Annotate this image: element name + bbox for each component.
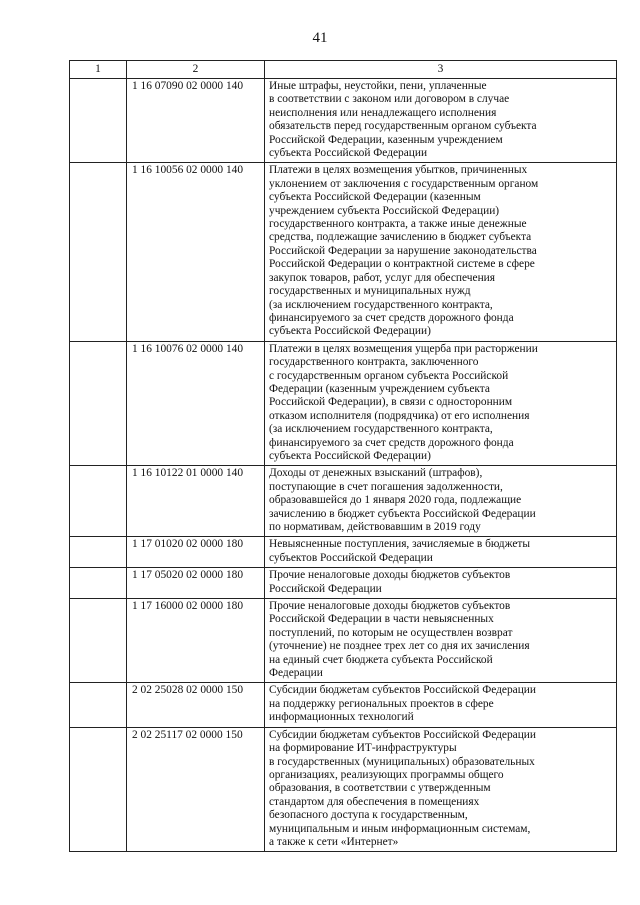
- table-row: [70, 599, 617, 683]
- header-col-2: 2: [127, 61, 265, 79]
- revenue-description: Иные штрафы, неустойки, пени, уплаченные в соответствии с законом или договором в случае неисполнения или ненадлежащего исполнения обязательств перед государственным органом субъекта Российской Федерации, казенным учреждением субъекта Российской Федерации: [265, 79, 617, 163]
- header-col-3: 3: [265, 61, 617, 79]
- row-empty-cell: [70, 341, 127, 466]
- header-col-1: 1: [70, 61, 127, 79]
- row-empty-cell: [70, 163, 127, 341]
- table-row: [70, 683, 617, 727]
- revenue-description: Прочие неналоговые доходы бюджетов субъектов Российской Федерации: [265, 568, 617, 599]
- table-header-row: [70, 61, 617, 79]
- revenue-description: Доходы от денежных взысканий (штрафов), поступающие в счет погашения задолженности, образовавшейся до 1 января 2020 года, подлежащие зачислению в бюджет субъекта Российской Федерации по нормативам, действовавшим в 2019 году: [265, 466, 617, 537]
- revenue-description: Невыясненные поступления, зачисляемые в бюджеты субъектов Российской Федерации: [265, 537, 617, 568]
- table-row: [70, 79, 617, 163]
- row-empty-cell: [70, 537, 127, 568]
- row-empty-cell: [70, 599, 127, 683]
- budget-code: 2 02 25028 02 0000 150: [127, 683, 265, 727]
- row-empty-cell: [70, 683, 127, 727]
- budget-code: 1 16 10056 02 0000 140: [127, 163, 265, 341]
- budget-code: 1 16 10122 01 0000 140: [127, 466, 265, 537]
- row-empty-cell: [70, 466, 127, 537]
- row-empty-cell: [70, 727, 127, 852]
- revenue-description: Платежи в целях возмещения ущерба при расторжении государственного контракта, заключенного с государственным органом субъекта Российской Федерации (казенным учреждением субъекта Российской Федерации), в связи с односторонним отказом исполнителя (подрядчика) от его исполнения (за исключением государственного контракта, финансируемого за счет средств дорожного фонда субъекта Российской Федерации): [265, 341, 617, 466]
- row-empty-cell: [70, 79, 127, 163]
- table-row: [70, 466, 617, 537]
- revenue-description: Субсидии бюджетам субъектов Российской Федерации на поддержку региональных проектов в сфере информационных технологий: [265, 683, 617, 727]
- budget-code: 1 16 07090 02 0000 140: [127, 79, 265, 163]
- revenue-description: Прочие неналоговые доходы бюджетов субъектов Российской Федерации в части невыясненных поступлений, по которым не осуществлен возврат (уточнение) не позднее трех лет со дня их зачисления на единый счет бюджета субъекта Российской Федерации: [265, 599, 617, 683]
- table-row: [70, 568, 617, 599]
- table-row: [70, 341, 617, 466]
- budget-code: 1 16 10076 02 0000 140: [127, 341, 265, 466]
- table-row: [70, 163, 617, 341]
- table-row: [70, 727, 617, 852]
- budget-code: 2 02 25117 02 0000 150: [127, 727, 265, 852]
- revenue-description: Платежи в целях возмещения убытков, причиненных уклонением от заключения с государственным органом субъекта Российской Федерации (казенным учреждением субъекта Российской Федерации) государственного контракта, а также иные денежные средства, подлежащие зачислению в бюджет субъекта Российской Федерации за нарушение законодательства Российской Федерации о контрактной системе в сфере закупок товаров, работ, услуг для обеспечения государственных и муниципальных нужд (за исключением государственного контракта, финансируемого за счет средств дорожного фонда субъекта Российской Федерации): [265, 163, 617, 341]
- budget-code: 1 17 01020 02 0000 180: [127, 537, 265, 568]
- revenue-codes-table: [69, 60, 617, 852]
- page-number: 41: [312, 30, 328, 46]
- budget-code: 1 17 05020 02 0000 180: [127, 568, 265, 599]
- budget-code: 1 17 16000 02 0000 180: [127, 599, 265, 683]
- row-empty-cell: [70, 568, 127, 599]
- revenue-description: Субсидии бюджетам субъектов Российской Федерации на формирование ИТ-инфраструктуры в государственных (муниципальных) образовательных организациях, реализующих программы общего образования, в соответствии с утвержденным стандартом для обеспечения в помещениях безопасного доступа к государственным, муниципальным и иным информационным системам, а также к сети «Интернет»: [265, 727, 617, 852]
- table-row: [70, 537, 617, 568]
